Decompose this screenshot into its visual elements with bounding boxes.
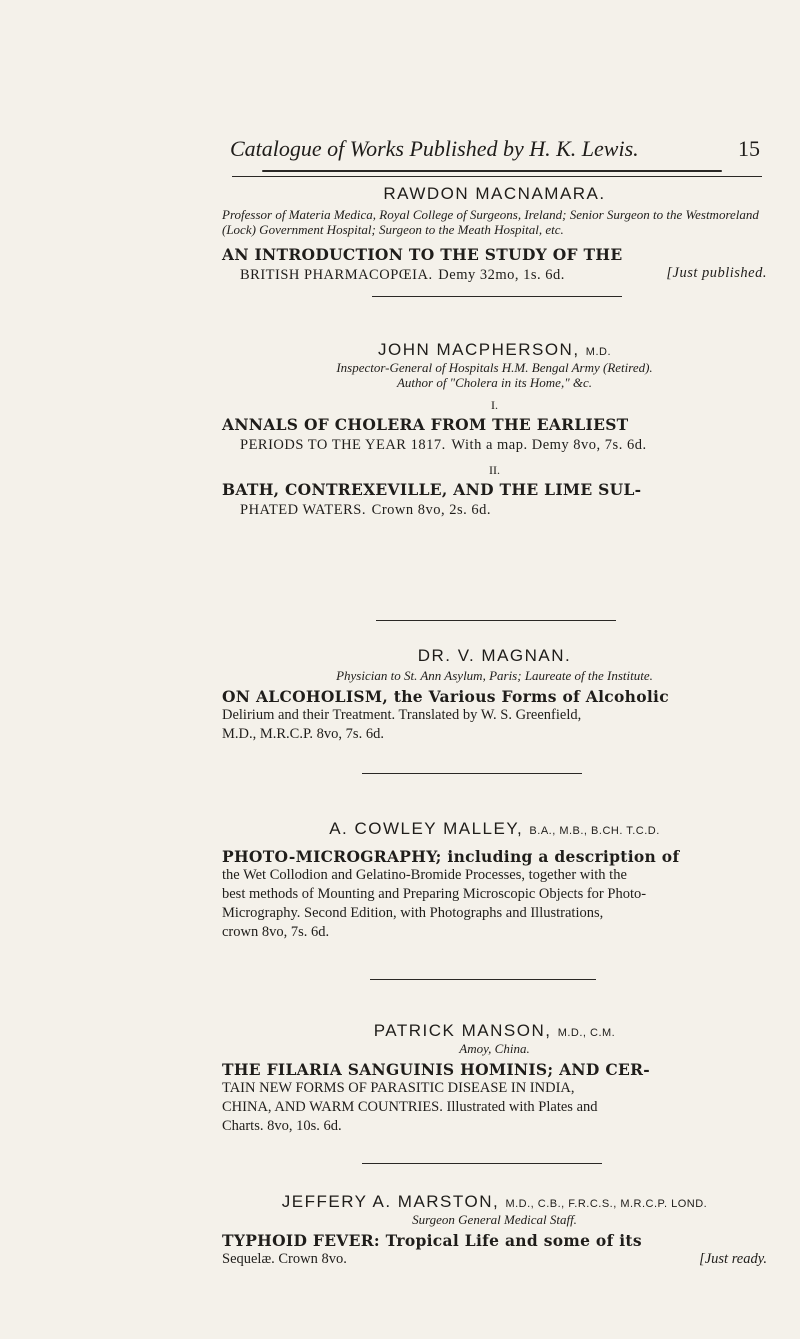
author-description-2: Author of "Cholera in its Home," &c. bbox=[396, 375, 593, 390]
author-degrees: M.D., C.M. bbox=[557, 1027, 616, 1039]
author-name: RAWDON MACNAMARA. bbox=[383, 184, 606, 203]
work-title-continuation: PHATED WATERS. bbox=[240, 502, 366, 518]
author-name-text: PATRICK MANSON, bbox=[373, 1021, 552, 1040]
entry-macpherson bbox=[222, 340, 767, 520]
running-head bbox=[230, 136, 760, 162]
entry-marston bbox=[222, 1192, 767, 1269]
author-name-text: JOHN MACPHERSON, bbox=[377, 340, 580, 359]
work-details: Demy 32mo, 1s. 6d. bbox=[438, 267, 565, 283]
work-details: the Wet Collodion and Gelatino-Bromide Processes, together with the bbox=[222, 867, 627, 883]
work-title-continuation: BRITISH PHARMACOPŒIA. bbox=[240, 267, 433, 283]
work-title-text: AN INTRODUCTION TO THE STUDY OF THE bbox=[222, 245, 623, 264]
author-name-text: JEFFERY A. MARSTON, bbox=[281, 1192, 500, 1211]
work-details: Sequelæ. Crown 8vo. bbox=[222, 1251, 347, 1267]
work-details: TAIN NEW FORMS OF PARASITIC DISEASE IN INDIA, bbox=[222, 1080, 575, 1096]
work-title bbox=[222, 480, 767, 520]
header-rule-thin bbox=[232, 176, 762, 177]
author-name bbox=[222, 340, 767, 360]
work-details-line bbox=[222, 1250, 767, 1269]
work-details-2: best methods of Mounting and Preparing Microscopic Objects for Photo- bbox=[222, 886, 647, 902]
author-description: Inspector-General of Hospitals H.M. Bengal Army (Retired). bbox=[336, 360, 653, 375]
work-details-3: Charts. 8vo, 10s. 6d. bbox=[222, 1118, 342, 1134]
work-title: TYPHOID FEVER: Tropical Life and some of its bbox=[222, 1231, 642, 1250]
work-status: [Just published. bbox=[666, 265, 767, 281]
author-description: Physician to St. Ann Asylum, Paris; Laureate of the Institute. bbox=[336, 668, 653, 683]
work-status: [Just ready. bbox=[699, 1251, 767, 1267]
author-name bbox=[222, 819, 767, 839]
work-title: ON ALCOHOLISM, the Various Forms of Alcoholic bbox=[222, 687, 669, 706]
work-title-text: ANNALS OF CHOLERA FROM THE EARLIEST bbox=[222, 415, 629, 434]
work-details: Crown 8vo, 2s. 6d. bbox=[371, 502, 492, 518]
section-divider bbox=[362, 1163, 602, 1164]
entry-manson bbox=[222, 1021, 767, 1136]
header-rule bbox=[262, 170, 722, 172]
work-number: I. bbox=[491, 398, 498, 412]
entry-macnamara bbox=[222, 184, 767, 285]
author-name bbox=[222, 1021, 767, 1041]
catalogue-page bbox=[222, 0, 767, 1339]
section-divider bbox=[370, 979, 596, 980]
work-title: THE FILARIA SANGUINIS HOMINIS; AND CER- bbox=[222, 1060, 651, 1079]
work-details: Delirium and their Treatment. Translated by W. S. Greenfield, bbox=[222, 707, 582, 723]
author-name: DR. V. MAGNAN. bbox=[417, 646, 572, 665]
work-title-text: BATH, CONTREXEVILLE, AND THE LIME SUL- bbox=[222, 480, 642, 499]
section-divider bbox=[362, 773, 582, 774]
work-title bbox=[222, 245, 767, 285]
section-divider bbox=[372, 296, 622, 297]
work-details-2: M.D., M.R.C.P. 8vo, 7s. 6d. bbox=[222, 726, 384, 742]
work-details-3: Micrography. Second Edition, with Photographs and Illustrations, bbox=[222, 905, 604, 921]
author-name bbox=[222, 1192, 767, 1212]
work-title: PHOTO-MICROGRAPHY; including a description of bbox=[222, 847, 680, 866]
work-title-continuation: PERIODS TO THE YEAR 1817. bbox=[240, 437, 446, 453]
work-title bbox=[222, 415, 767, 455]
author-name-text: A. COWLEY MALLEY, bbox=[329, 819, 524, 838]
work-details-4: crown 8vo, 7s. 6d. bbox=[222, 924, 330, 940]
author-degrees: B.A., M.B., B.CH. T.C.D. bbox=[529, 825, 660, 837]
page-number: 15 bbox=[738, 136, 760, 161]
author-description: Professor of Materia Medica, Royal College of Surgeons, Ireland; Senior Surgeon to the Westmoreland (Lock) Government Hospital; Surgeon to the Meath Hospital, etc. bbox=[222, 207, 759, 237]
author-description: Amoy, China. bbox=[459, 1041, 530, 1056]
work-details-2: CHINA, AND WARM COUNTRIES. Illustrated with Plates and bbox=[222, 1099, 598, 1115]
work-number: II. bbox=[489, 463, 500, 477]
entry-malley bbox=[222, 819, 767, 942]
section-divider bbox=[376, 620, 616, 621]
work-details: With a map. Demy 8vo, 7s. 6d. bbox=[451, 437, 647, 453]
entry-magnan bbox=[222, 646, 767, 744]
author-degrees: M.D., C.B., F.R.C.S., M.R.C.P. LOND. bbox=[505, 1198, 708, 1210]
running-title: Catalogue of Works Published by H. K. Lewis. bbox=[230, 136, 639, 161]
author-description: Surgeon General Medical Staff. bbox=[412, 1212, 577, 1227]
author-degrees: M.D. bbox=[585, 346, 612, 358]
